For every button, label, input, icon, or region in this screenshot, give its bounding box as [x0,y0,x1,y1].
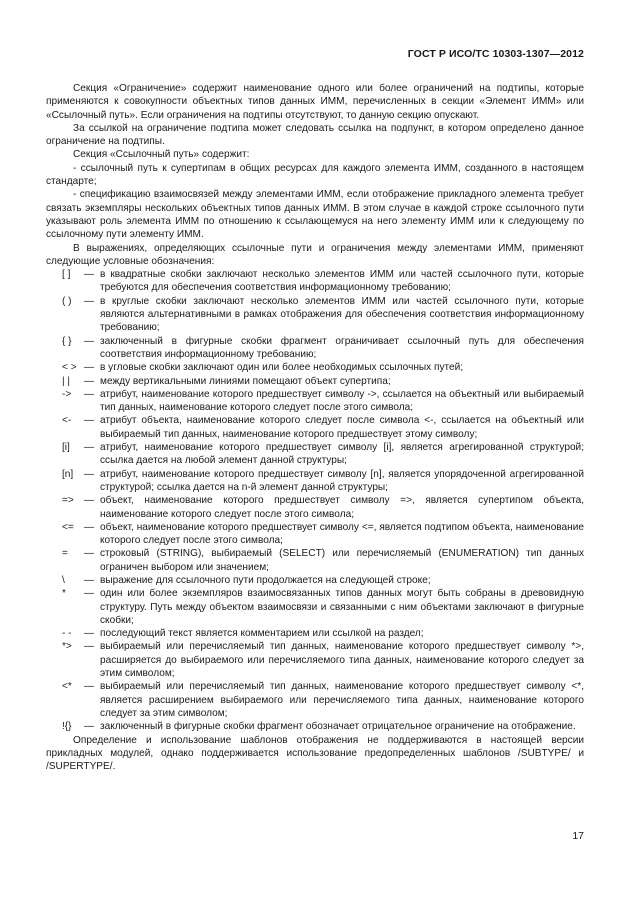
notation-dash: — [84,269,95,281]
notation-dash: — [84,641,95,653]
paragraph-ref-path-item-1: - ссылочный путь к супертипам в общих ресурсах для каждого элемента ИММ, созданного в настоящем стандарте; [46,162,584,188]
notation-symbol: - - [62,628,72,640]
notation-symbol: <* [62,681,72,693]
notation-dash: — [84,468,95,480]
notation-symbol: { } [62,335,72,347]
notation-item [46,640,584,680]
notation-symbol: < > [62,362,77,374]
notation-item [46,627,584,640]
notation-description: между вертикальными линиями помещают объект супертипа; [100,375,391,387]
paragraph-ref-path: Секция «Ссылочный путь» содержит: [73,149,250,161]
page-number: 17 [572,830,584,842]
notation-symbol: -> [62,388,72,400]
notation-description: атрибут, наименование которого предшествует символу [i], является агрегированной структурой; ссылка дается на любой элемент данной структуры; [100,442,584,467]
paragraph-ref-path-item-2: - спецификацию взаимосвязей между элементами ИММ, если отображение прикладного элемента требует связать экземпляры нескольких объектных типов данных ИММ. В этом случае в каждой строке ссылочного пути указывают роль элемента ИММ по отношению к ссылающемуся на него элементу ИММ или к следующему по ссылочному пути элементу ИММ. [46,189,584,241]
notation-dash: — [84,375,95,387]
notation-dash: — [84,574,95,586]
page-body [46,82,584,773]
standard-header: ГОСТ Р ИСО/ТС 10303-1307—2012 [407,48,584,60]
paragraph-closing: Определение и использование шаблонов отображения не поддерживаются в настоящей версии прикладных модулей, однако поддерживается использование предопределенных шаблонов /SUBTYPE/ и /SUPERTYPE/. [46,734,584,773]
notation-symbol: <= [62,521,74,533]
paragraph-notation-intro: В выражениях, определяющих ссылочные пути и ограничения между элементами ИММ, применяют следующие условные обозначения: [46,242,584,267]
notation-item [46,547,584,574]
notation-dash: — [84,721,95,733]
notation-dash: — [84,295,95,307]
notation-description: один или более экземпляров взаимосвязанных типов данных могут быть собраны в древовидную структуру. Путь между объектом взаимосвязи и связанными с ним объектами заключают в фигурные скобки; [100,588,584,626]
notation-symbol: <- [62,415,72,427]
notation-item [46,441,584,468]
notation-description: атрибут, наименование которого предшествует символу ->, ссылается на объектный или выбираемый тип данных, наименование которого следует после этого символа; [100,388,584,414]
notation-description: выбираемый или перечисляемый тип данных, наименование которого предшествует символу <*, является расширением выбираемого или перечисляемого типа данных, наименование которого следует за этим символом; [100,681,584,719]
notation-dash: — [84,362,95,374]
notation-description: в круглые скобки заключают несколько элементов ИММ или частей ссылочного пути, которые являются альтернативными в рамках отображения для обеспечения соответствия информационному требованию; [100,295,584,334]
notation-dash: — [84,442,95,454]
notation-item [46,375,584,388]
notation-item [46,574,584,587]
notation-symbol: => [62,495,74,507]
notation-symbol: [n] [62,468,74,480]
notation-description: атрибут объекта, наименование которого следует после символа <-, ссылается на объектный или выбираемый тип данных, наименование которого предшествует этому символу; [100,415,584,440]
notation-symbol: !{} [62,721,72,733]
notation-dash: — [84,548,95,560]
notation-symbol: = [62,548,68,560]
notation-dash: — [84,335,95,347]
notation-dash: — [84,495,95,507]
notation-item [46,521,584,548]
notation-dash: — [84,681,95,693]
notation-item [46,494,584,521]
notation-symbol: [ ] [62,269,71,281]
notation-item [46,335,584,362]
notation-dash: — [84,588,95,600]
notation-dash: — [84,415,95,427]
notation-dash: — [84,521,95,533]
notation-description: строковый (STRING), выбираемый (SELECT) или перечисляемый (ENUMERATION) тип данных ограничен выбором или значением; [100,548,584,573]
notation-symbol: [i] [62,442,70,454]
notation-description: выбираемый или перечисляемый тип данных, наименование которого предшествует символу *>, расширяется до выбираемого или перечисляемого типа данных, наименование которого следует за этим символом; [100,641,584,680]
notation-description: заключенный в фигурные скобки фрагмент ограничивает ссылочный путь для обеспечения соответствия информационному требованию; [100,335,584,360]
notation-symbol: *> [62,641,72,653]
notation-item [46,295,584,335]
notation-dash: — [84,388,95,400]
notation-symbol: * [62,588,66,600]
notation-description: в квадратные скобки заключают несколько элементов ИММ или частей ссылочного пути, которые требуются для обеспечения соответствия информационному требованию; [100,269,584,294]
notation-item [46,388,584,415]
notation-symbol: \ [62,574,65,586]
notation-description: объект, наименование которого предшествует символу <=, является подтипом объекта, наименование которого следует после этого символа; [100,521,584,547]
notation-item [46,680,584,720]
notation-description: заключенный в фигурные скобки фрагмент обозначает отрицательное ограничение на отображение. [100,721,576,733]
notation-description: атрибут, наименование которого предшествует символу [n], является упорядоченной агрегированной структурой; ссылка дается на n-й элемент данной структуры; [100,468,584,493]
notation-dash: — [84,628,95,640]
paragraph-restriction: Секция «Ограничение» содержит наименование одного или более ограничений на подтипы, которые применяются к совокупности объектных типов данных ИММ, перечисленных в секции «Элемент ИММ» или «Ссылочный путь». Если ограничения на подтипы отсутствуют, то данную секцию опускают. [46,83,584,121]
notation-description: в угловые скобки заключают один или более необходимых ссылочных путей; [100,362,464,374]
notation-item [46,268,584,295]
notation-description: объект, наименование которого предшествует символу =>, является супертипом объекта, наименование которого следует после этого символа; [100,495,584,520]
notation-description: выражение для ссылочного пути продолжается на следующей строке; [100,574,431,586]
notation-description: последующий текст является комментарием или ссылкой на раздел; [100,628,424,640]
notation-list [46,268,584,733]
notation-item [46,587,584,627]
notation-item [46,468,584,495]
notation-symbol: ( ) [62,295,72,307]
notation-item [46,414,584,441]
paragraph-restriction-ref: За ссылкой на ограничение подтипа может следовать ссылка на подпункт, в котором определено данное ограничение на подтипы. [46,122,584,148]
notation-symbol: | | [62,375,71,387]
notation-item [46,720,584,733]
notation-item [46,361,584,374]
